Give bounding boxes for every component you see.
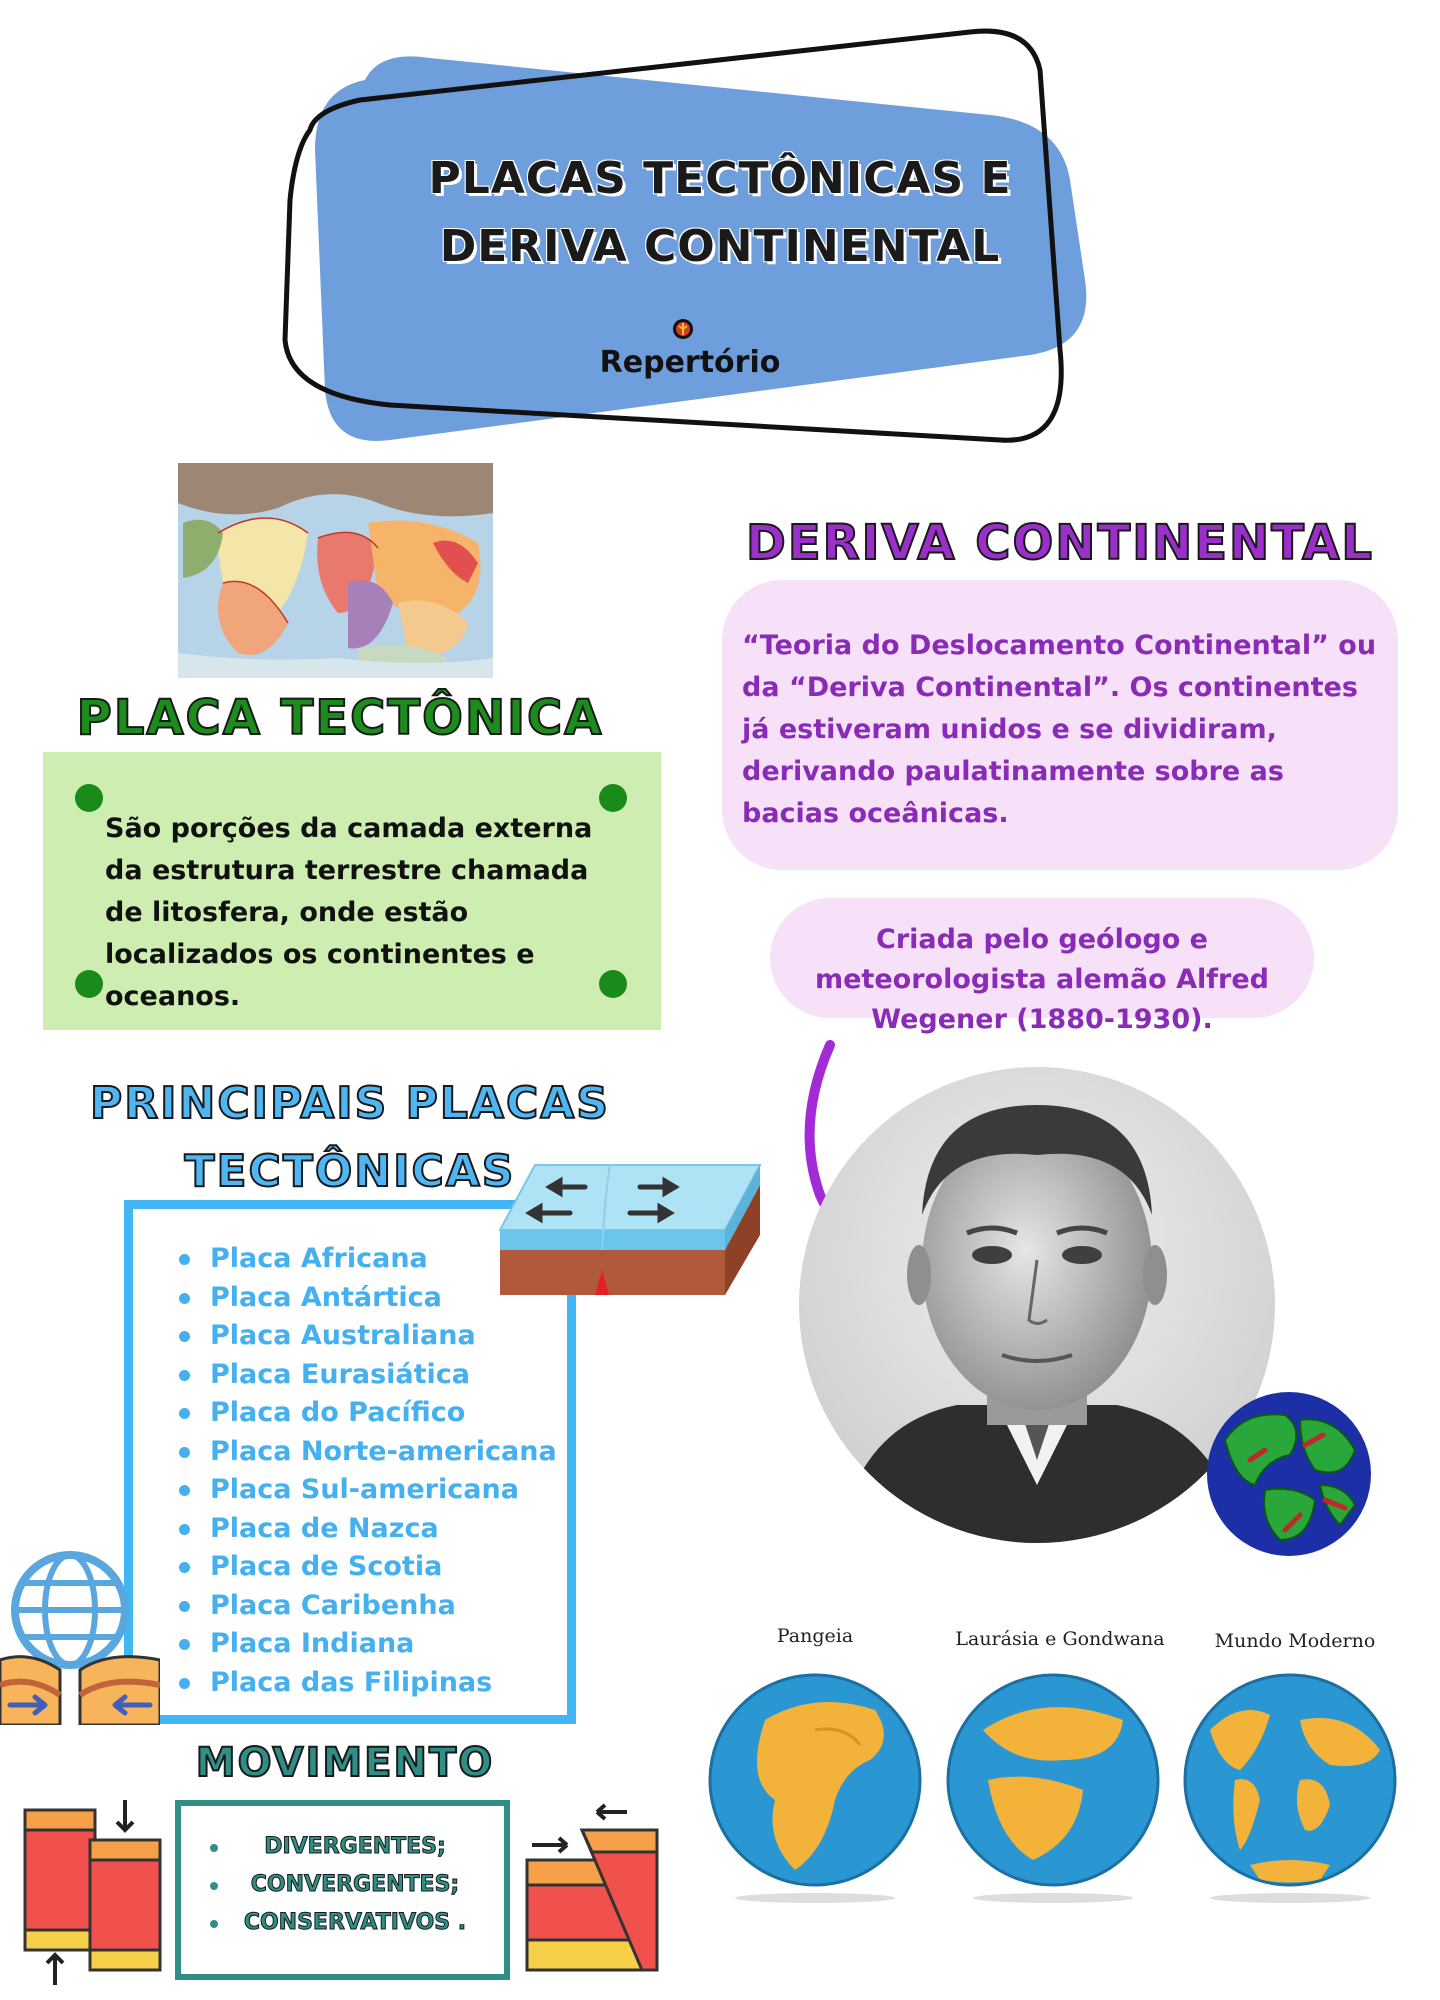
list-item-label: Placa de Scotia <box>210 1551 443 1582</box>
bullet-dot <box>210 1882 218 1890</box>
bullet-dot <box>75 784 103 812</box>
placas-list <box>165 1240 557 1702</box>
bullet-dot <box>179 1254 190 1265</box>
list-item <box>200 1904 510 1942</box>
bullet-dot <box>179 1678 190 1689</box>
title-line-1: PLACAS TECTÔNICAS E <box>428 153 1012 204</box>
tectonic-map-image <box>178 463 493 678</box>
list-item <box>165 1510 557 1549</box>
list-item-label: Placa Eurasiática <box>210 1358 471 1390</box>
deriva-text: “Teoria do Deslocamento Continental” ou da “Deriva Continental”. Os continentes já estiveram unidos e se dividiram, derivando paulatinamente sobre as bacias oceânicas. <box>742 630 1377 829</box>
bullet-dot <box>75 970 103 998</box>
small-globe-icon <box>1205 1390 1373 1558</box>
bullet-dot <box>179 1639 190 1650</box>
bullet-dot <box>179 1447 190 1458</box>
subtitle: Repertório <box>599 345 781 380</box>
globe-pangeia <box>705 1670 925 1910</box>
list-item-label: Placa de Nazca <box>210 1512 439 1544</box>
author-text: Criada pelo geólogo e meteorologista alemão Alfred Wegener (1880-1930). <box>814 924 1269 1035</box>
bullet-dot <box>210 1920 218 1928</box>
plate-divergence-icon <box>490 1155 770 1305</box>
list-item-label: DIVERGENTES; <box>264 1834 446 1859</box>
list-item-label: Placa Norte-americana <box>210 1435 557 1467</box>
bullet-dot <box>179 1331 190 1342</box>
list-item-label: CONVERGENTES; <box>250 1872 460 1897</box>
list-item <box>165 1433 557 1472</box>
list-item <box>200 1866 510 1904</box>
list-item <box>165 1356 557 1395</box>
globe-label-laurasia: Laurásia e Gondwana <box>955 1628 1165 1650</box>
list-item-label: Placa Indiana <box>210 1628 415 1659</box>
movimento-list <box>200 1828 510 1942</box>
bullet-dot <box>179 1370 190 1381</box>
bullet-dot <box>179 1408 190 1419</box>
list-item-label: Placa das Filipinas <box>210 1666 493 1698</box>
globe-label-moderno: Mundo Moderno <box>1214 1630 1376 1652</box>
list-item-label: Placa do Pacífico <box>210 1397 466 1428</box>
thrust-fault-icon <box>522 1800 662 1975</box>
list-item <box>165 1587 557 1626</box>
list-item-label: Placa Antártica <box>210 1281 442 1313</box>
page-title <box>0 145 1440 281</box>
placa-tectonica-heading: PLACA TECTÔNICA <box>76 690 604 746</box>
list-item-label: Placa Australiana <box>210 1320 476 1351</box>
list-item <box>165 1664 557 1703</box>
globe-label-pangeia: Pangeia <box>776 1625 854 1647</box>
convergence-globe-icon <box>0 1545 160 1725</box>
list-item <box>165 1317 557 1356</box>
placa-tectonica-text: São porções da camada externa da estrutura terrestre chamada de litosfera, onde estão localizados os continentes e oceanos. <box>105 813 593 1012</box>
list-item-label: Placa Africana <box>210 1243 428 1274</box>
bullet-dot <box>179 1485 190 1496</box>
list-item <box>165 1471 557 1510</box>
deriva-heading: DERIVA CONTINENTAL <box>746 515 1374 571</box>
movimento-heading: MOVIMENTO <box>195 1740 495 1786</box>
list-item <box>165 1625 557 1664</box>
list-item <box>165 1548 557 1587</box>
list-item-label: CONSERVATIVOS . <box>243 1910 467 1935</box>
list-item-label: Placa Sul-americana <box>210 1474 519 1505</box>
list-item-label: Placa Caribenha <box>210 1589 456 1621</box>
bullet-dot <box>179 1601 190 1612</box>
bullet-dot <box>210 1844 218 1852</box>
globe-laurasia-gondwana <box>943 1670 1163 1910</box>
principais-heading-line-2: TECTÔNICAS <box>184 1146 516 1197</box>
globe-mundo-moderno <box>1180 1670 1400 1910</box>
title-line-2: DERIVA CONTINENTAL <box>439 221 1001 272</box>
bullet-dot <box>179 1293 190 1304</box>
logo-icon <box>672 318 694 340</box>
list-item <box>165 1394 557 1433</box>
bullet-dot <box>179 1562 190 1573</box>
list-item <box>200 1828 510 1866</box>
transform-fault-icon <box>20 1800 165 1990</box>
principais-heading-line-1: PRINCIPAIS PLACAS <box>90 1078 610 1129</box>
bullet-dot <box>179 1524 190 1535</box>
